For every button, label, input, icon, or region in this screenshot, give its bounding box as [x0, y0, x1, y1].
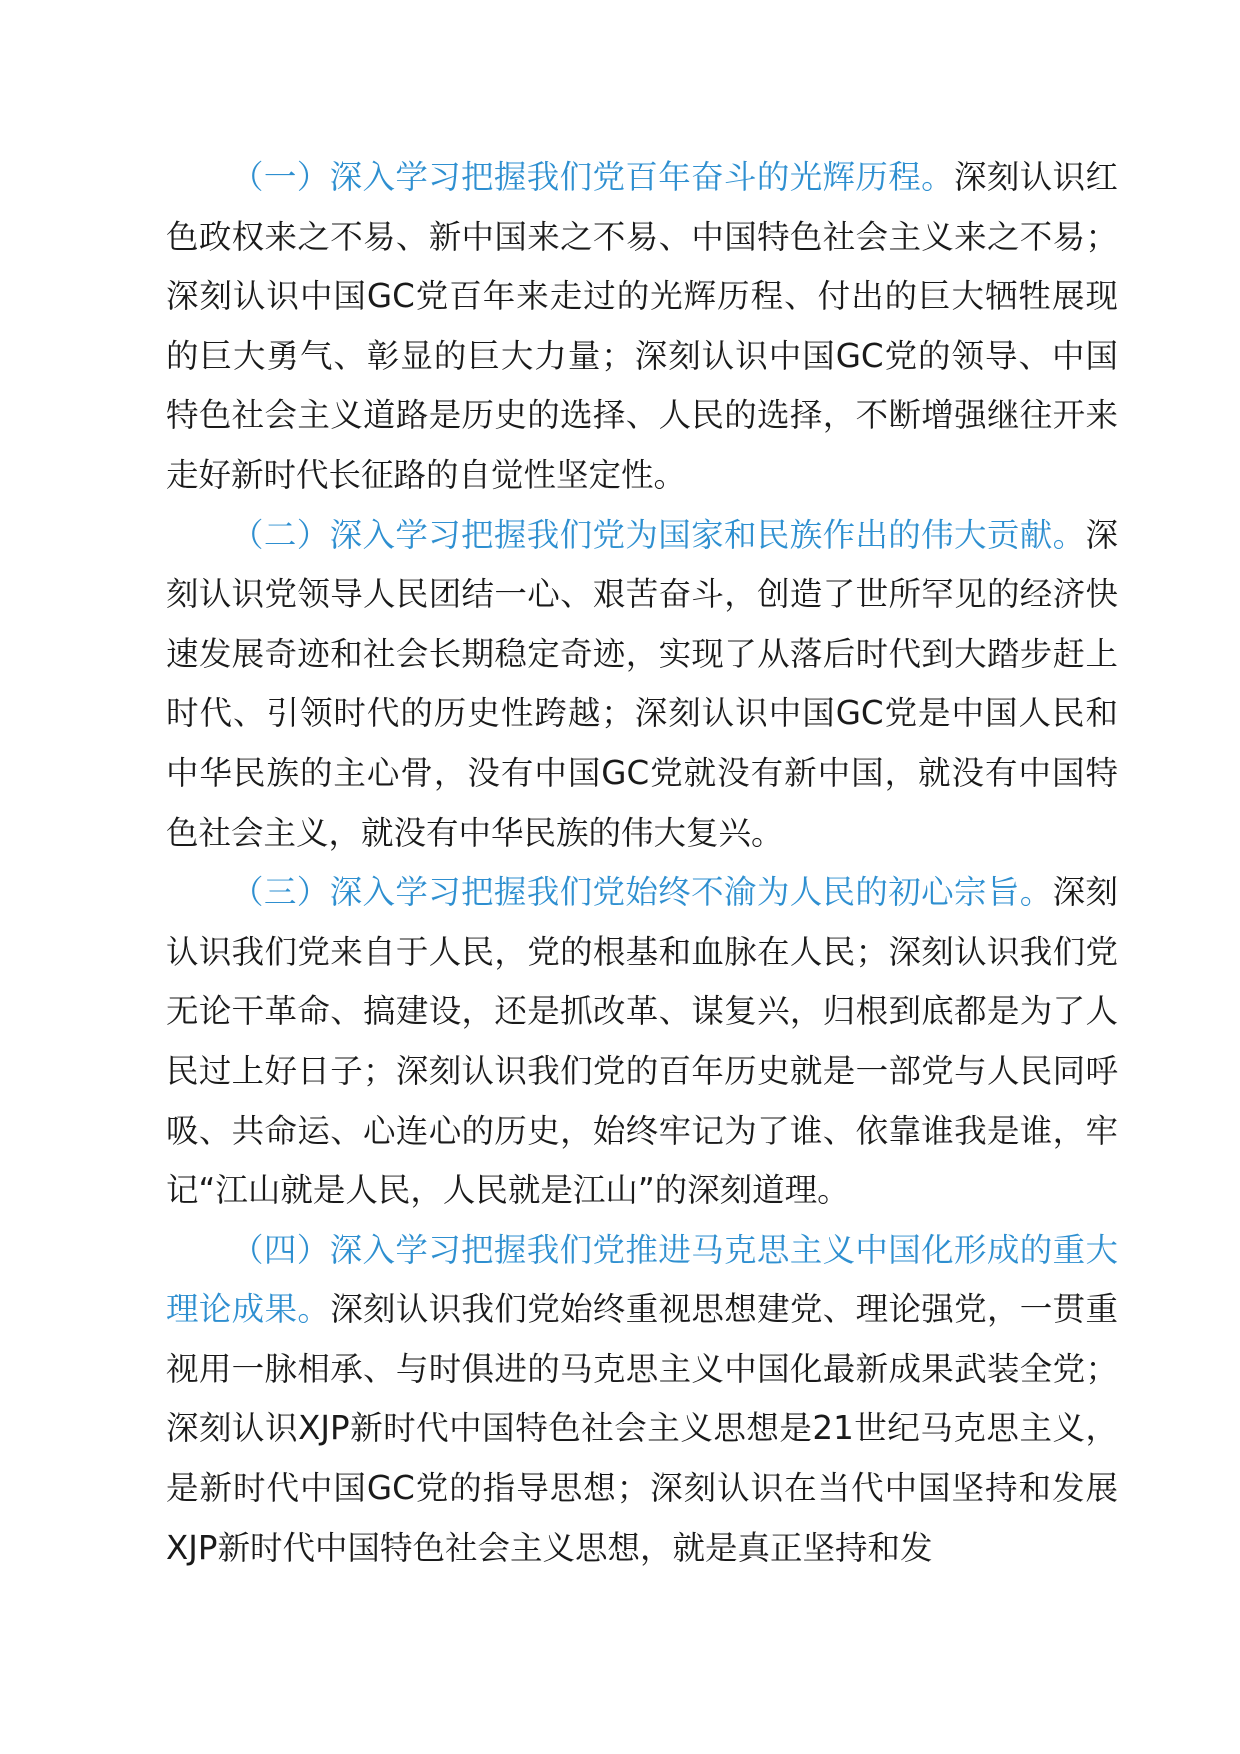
section-heading-3: （三）深入学习把握我们党始终不渝为人民的初心宗旨。: [231, 873, 1053, 912]
document-page: [166, 148, 1118, 1578]
section-heading-4: （四）深入学习把握我们党推进马克思主义中国化形成的重大理论成果。: [166, 1230, 1118, 1329]
section-body-2: 深刻认识党领导人民团结一心、艰苦奋斗，创造了世所罕见的经济快速发展奇迹和社会长期稳定奇迹，实现了从落后时代到大踏步赶上时代、引领时代的历史性跨越；深刻认识中国GC党是中国人民和中华民族的主心骨，没有中国GC党就没有新中国，就没有中国特色社会主义，就没有中华民族的伟大复兴。: [166, 515, 1118, 852]
paragraph-3: [166, 863, 1118, 1221]
paragraph-1: [166, 148, 1118, 506]
section-body-4: 深刻认识我们党始终重视思想建党、理论强党，一贯重视用一脉相承、与时俱进的马克思主义中国化最新成果武装全党；深刻认识XJP新时代中国特色社会主义思想是21世纪马克思主义，是新时代中国GC党的指导思想；深刻认识在当代中国坚持和发展XJP新时代中国特色社会主义思想，就是真正坚持和发: [166, 1290, 1118, 1567]
section-body-1: 深刻认识红色政权来之不易、新中国来之不易、中国特色社会主义来之不易；深刻认识中国GC党百年来走过的光辉历程、付出的巨大牺牲展现的巨大勇气、彰显的巨大力量；深刻认识中国GC党的领导、中国特色社会主义道路是历史的选择、人民的选择，不断增强继往开来走好新时代长征路的自觉性坚定性。: [166, 158, 1118, 494]
section-heading-2: （二）深入学习把握我们党为国家和民族作出的伟大贡献。: [231, 515, 1086, 554]
section-heading-1: （一）深入学习把握我们党百年奋斗的光辉历程。: [231, 158, 955, 196]
section-body-3: 深刻认识我们党来自于人民，党的根基和血脉在人民；深刻认识我们党无论干革命、搞建设，还是抓改革、谋复兴，归根到底都是为了人民过上好日子；深刻认识我们党的百年历史就是一部党与人民同呼吸、共命运、心连心的历史，始终牢记为了谁、依靠谁我是谁，牢记“江山就是人民，人民就是江山”的深刻道理。: [166, 873, 1118, 1210]
paragraph-2: [166, 506, 1118, 864]
paragraph-4: [166, 1221, 1118, 1579]
